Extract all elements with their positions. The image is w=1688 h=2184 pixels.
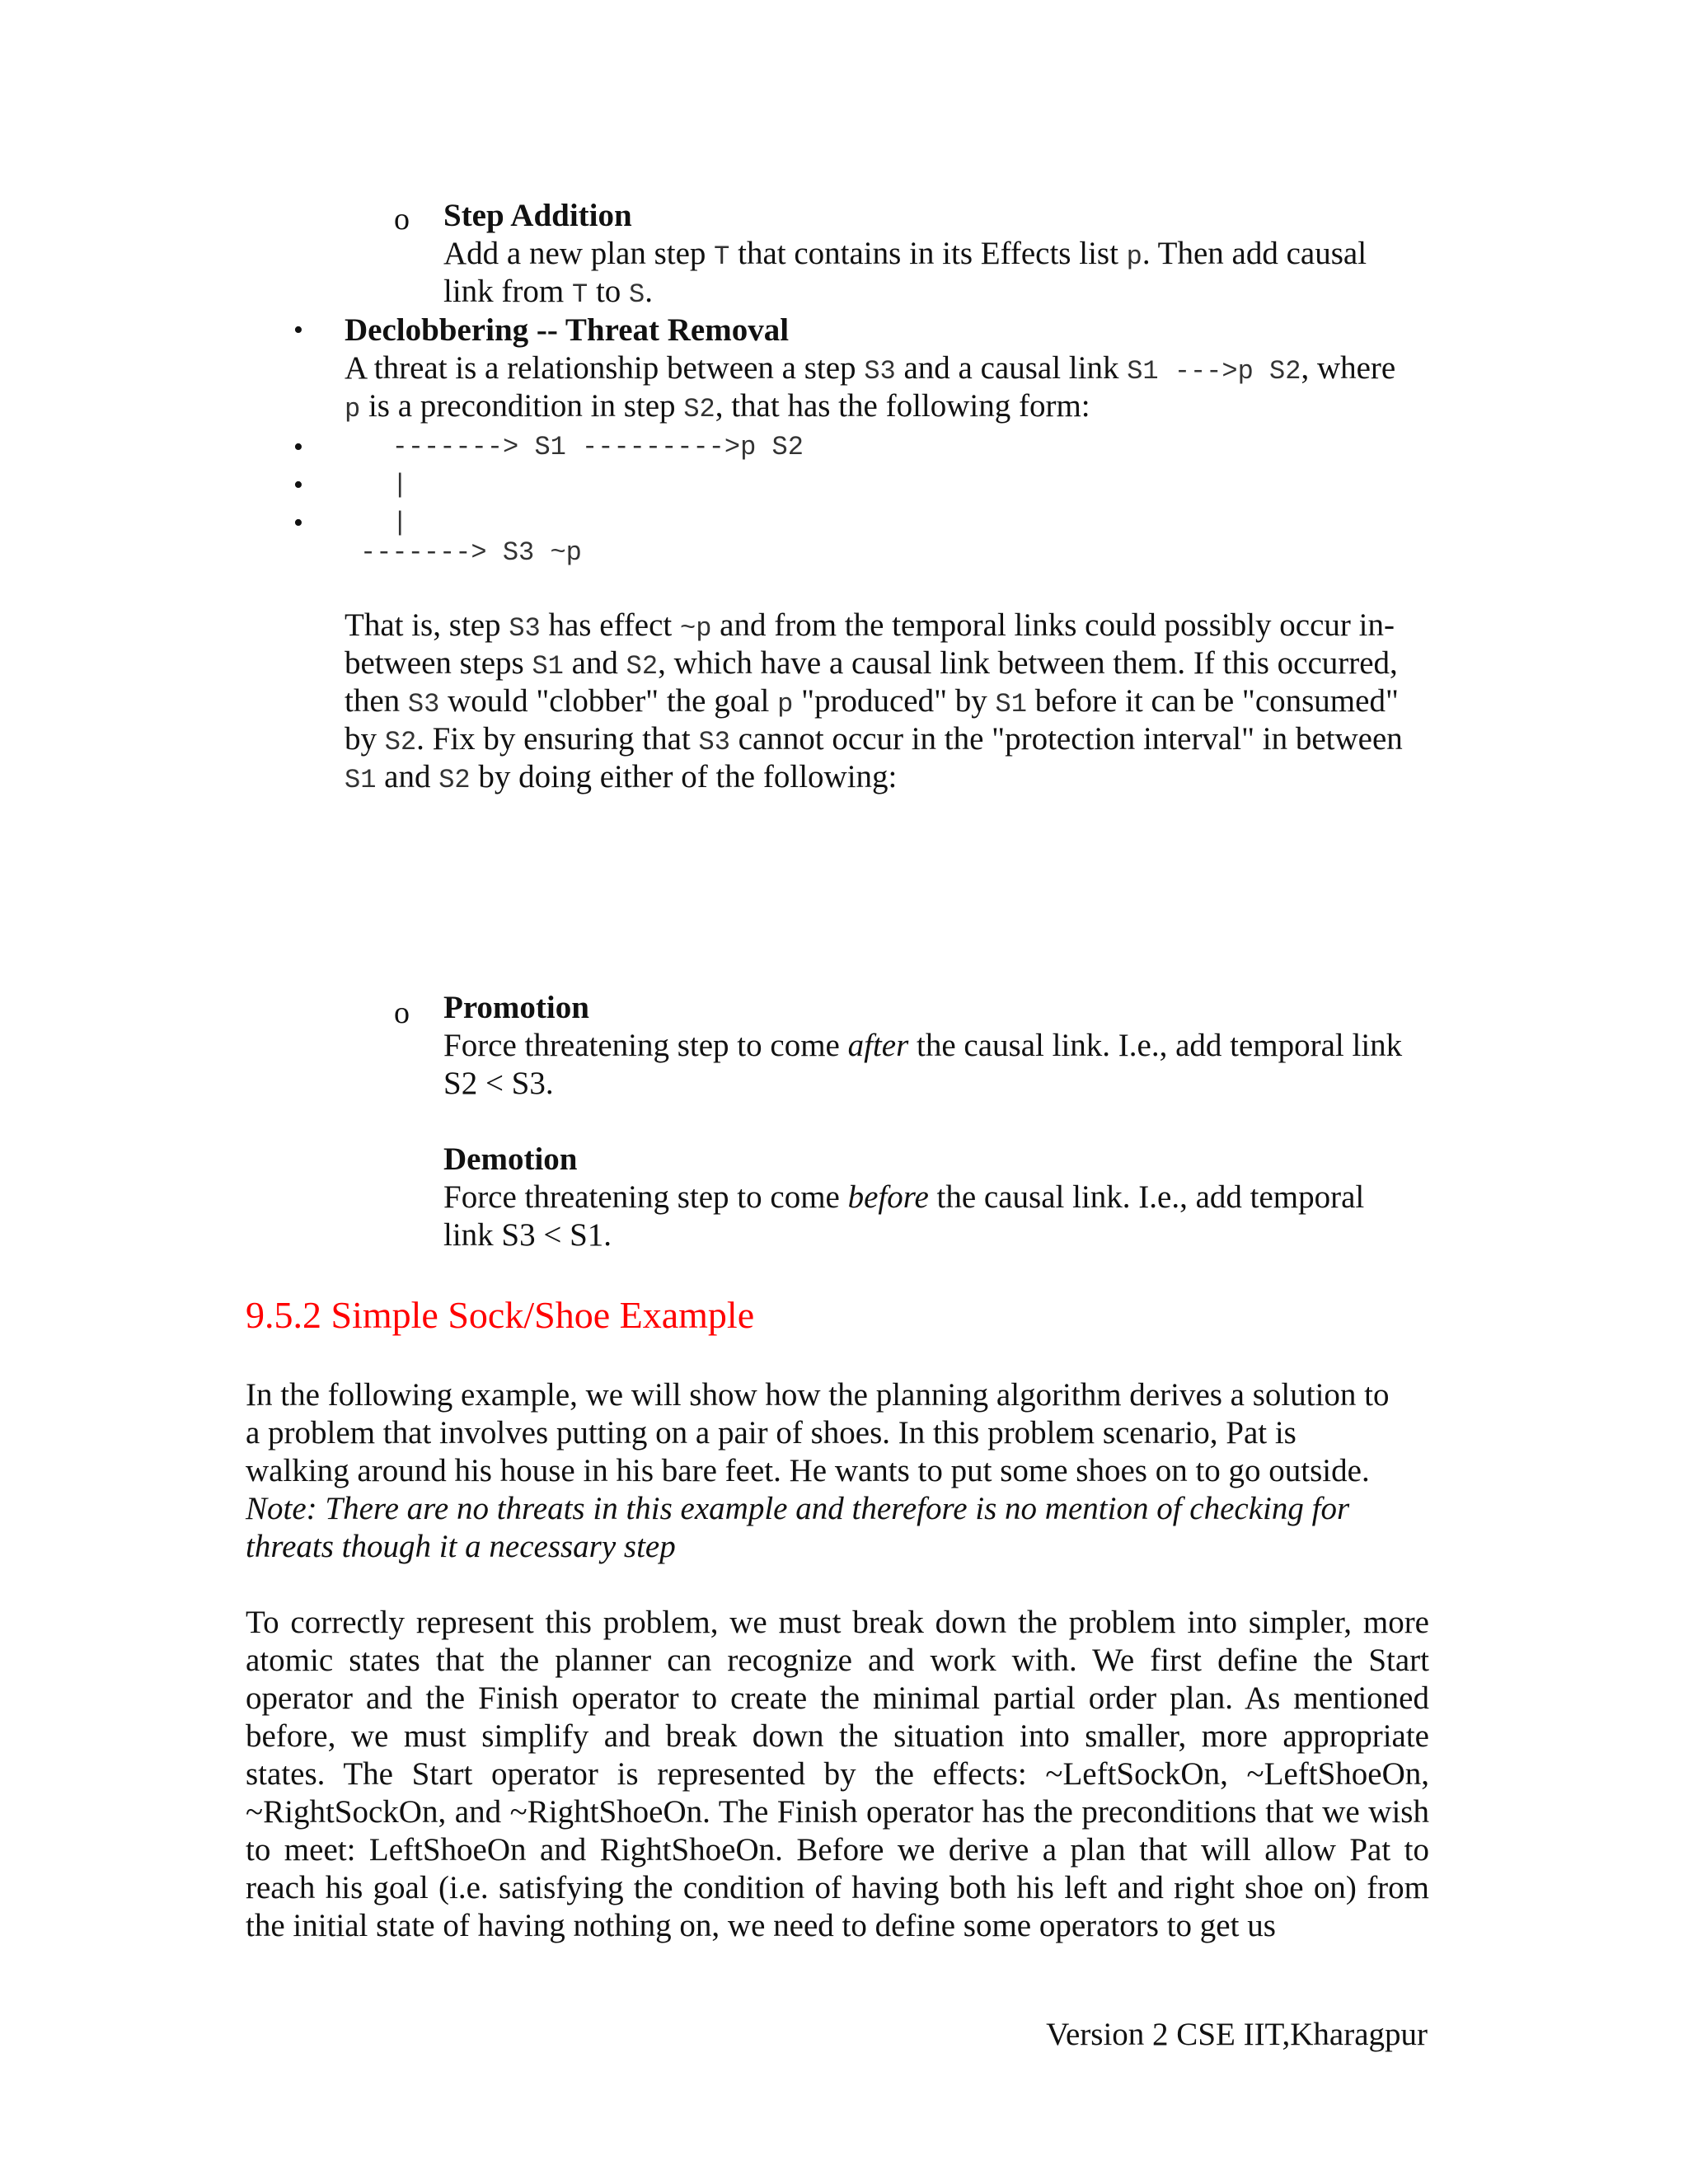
disc-bullet: •: [293, 315, 303, 345]
explanation-line-5: S1 and S2 by doing either of the following:: [345, 759, 898, 795]
promotion-line2: S2 < S3.: [443, 1066, 554, 1101]
para1-line-3: walking around his house in his bare feet. He wants to put some shoes on to go outside.: [246, 1453, 1370, 1488]
disc-bullet: •: [293, 470, 303, 500]
para1-note-line-2: threats though it a necessary step: [246, 1529, 676, 1564]
step-addition-line1: Add a new plan step T that contains in its Effects list p. Then add causal: [443, 236, 1367, 272]
step-addition-line2: link from T to S.: [443, 274, 653, 310]
promotion-title: Promotion: [443, 990, 589, 1025]
para1-line-1: In the following example, we will show how the planning algorithm derives a solution to: [246, 1377, 1390, 1413]
explanation-line-1: That is, step S3 has effect ~p and from the temporal links could possibly occur in-: [345, 607, 1395, 644]
para2: To correctly represent this problem, we must break down the problem into simpler, more atomic states that the planner can recognize and work with. We first define the Start operator and the Finish operator to create the minimal partial order plan. As mentioned before, we must simplify and break down the situation into smaller, more appropriate states. The Start operator is represented by the effects: ~LeftSockOn, ~LeftShoeOn, ~RightSockOn, and ~RightShoeOn. The Finish operator has the preconditions that we wish to meet: LeftShoeOn and RightShoeOn. Before we derive a plan that will allow Pat to reach his goal (i.e. satisfying the condition of having both his left and right shoe on) from the initial state of having nothing on, we need to define some operators to get us: [246, 1605, 1429, 1943]
disc-bullet: •: [293, 508, 303, 538]
circle-bullet: o: [394, 202, 410, 237]
promotion-line1: Force threatening step to come after the causal link. I.e., add temporal link: [443, 1028, 1403, 1063]
declobbering-line1: A threat is a relationship between a step S3 and a causal link S1 --->p S2, where: [345, 350, 1396, 387]
circle-bullet: o: [394, 996, 410, 1030]
explanation-line-4: by S2. Fix by ensuring that S3 cannot occur in the "protection interval" in between: [345, 721, 1403, 757]
declobbering-title: Declobbering -- Threat Removal: [345, 312, 790, 348]
demotion-line2: link S3 < S1.: [443, 1217, 612, 1253]
demotion-title: Demotion: [443, 1141, 578, 1177]
diagram-row-1: -------> S1 --------->p S2: [345, 432, 804, 462]
disc-bullet: •: [293, 432, 303, 462]
diagram-row-4: -------> S3 ~p: [360, 537, 582, 568]
explanation-line-2: between steps S1 and S2, which have a causal link between them. If this occurred,: [345, 645, 1398, 682]
step-addition-title: Step Addition: [443, 198, 632, 233]
section-heading: 9.5.2 Simple Sock/Shoe Example: [246, 1294, 755, 1336]
demotion-line1: Force threatening step to come before the causal link. I.e., add temporal: [443, 1179, 1365, 1215]
para1-line-2: a problem that involves putting on a pair of shoes. In this problem scenario, Pat is: [246, 1415, 1296, 1451]
declobbering-line2: p is a precondition in step S2, that has the following form:: [345, 388, 1090, 424]
page-footer: Version 2 CSE IIT,Kharagpur: [1046, 2017, 1428, 2052]
explanation-line-3: then S3 would "clobber" the goal p "produced" by S1 before it can be "consumed": [345, 683, 1399, 719]
diagram-row-3: |: [345, 508, 408, 538]
diagram-row-2: |: [345, 470, 408, 500]
para1-note-line-1: Note: There are no threats in this example and therefore is no mention of checking for: [246, 1491, 1350, 1526]
